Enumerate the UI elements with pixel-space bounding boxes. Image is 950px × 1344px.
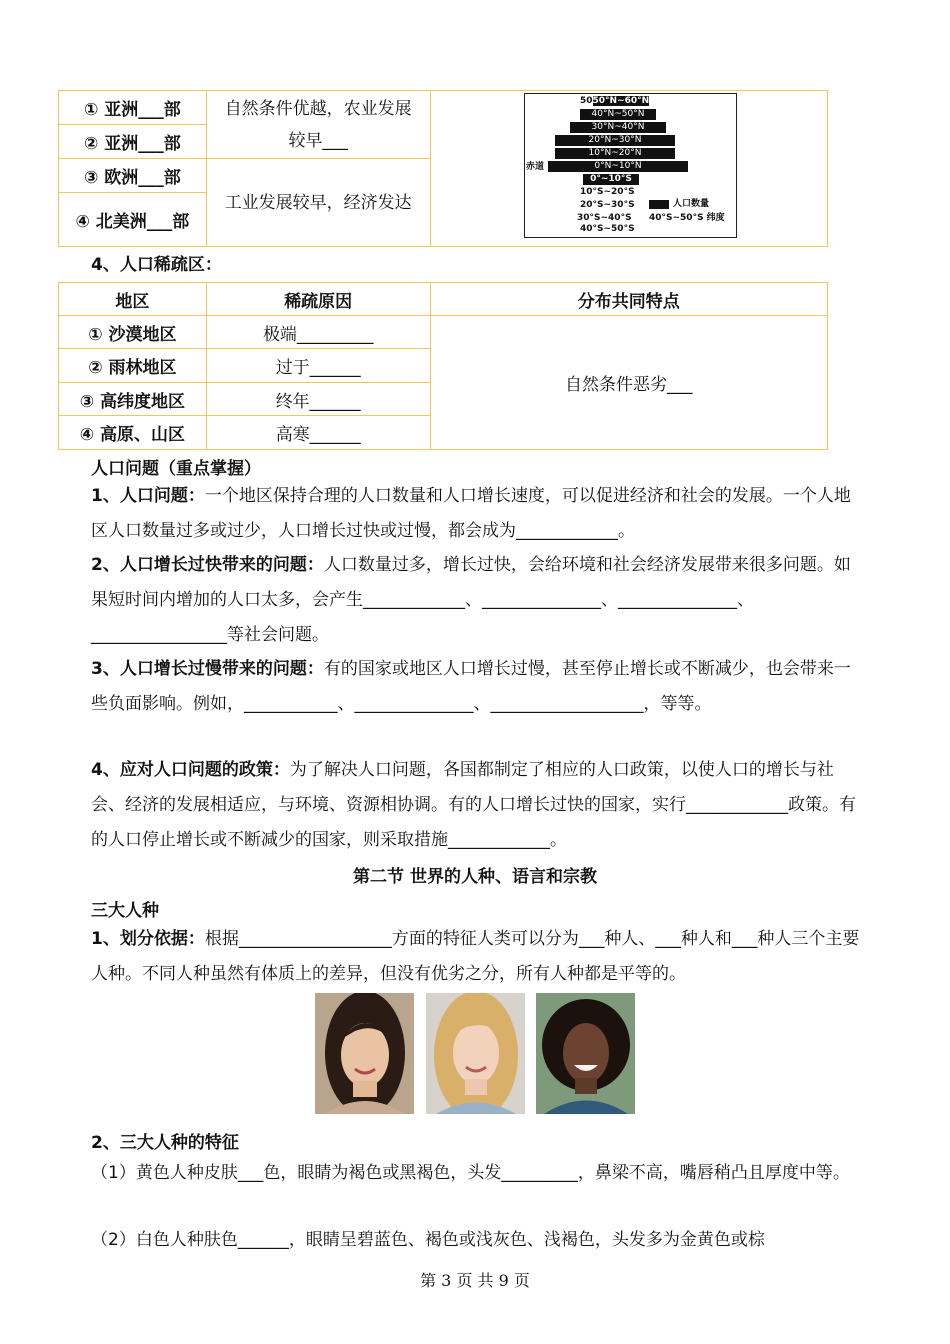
section-subtitle: 三大人种 [91, 901, 159, 921]
portrait-black-woman [536, 993, 635, 1114]
bar-10s-20s: 10°S~20°S [580, 187, 635, 197]
equator-label: 赤道 [526, 162, 545, 172]
race-feature-item-2: （2）白色人种肤色______，眼睛呈碧蓝色、褐色或浅灰色、浅褐色，头发多为金黄色或棕 [91, 1230, 765, 1250]
paragraph-label: 1、划分依据： [91, 929, 205, 949]
bar-30n-40n: 30°N~40°N [570, 122, 666, 133]
legend-label: 人口数量 [673, 199, 710, 209]
reason-cell: 极端_________ [206, 316, 430, 349]
latitude-population-chart [524, 93, 737, 238]
paragraph-text: 有的国家或地区人口增长过慢，甚至停止增长或不断减少，也会带来一些负面影响。例如，___________、______________、__________________，等等。 [91, 659, 851, 714]
bar-10n-20n: 10°N~20°N [555, 148, 675, 159]
race-paragraph-1 [91, 922, 861, 992]
paragraph-label: 3、人口增长过慢带来的问题： [91, 659, 324, 679]
paragraph-text: 根据__________________方面的特征人类可以分为___种人、___种人和___种人三个主要人种。不同人种虽然有体质上的差异，但没有优劣之分，所有人种都是平等的。 [91, 929, 860, 984]
bar-30s-40s: 30°S~40°S [577, 213, 632, 223]
problem-paragraph-4 [91, 753, 861, 858]
reason-cell: 高寒______ [206, 416, 430, 450]
reason-cell: 终年______ [206, 383, 430, 416]
header-reason: 稀疏原因 [206, 283, 430, 316]
paragraph-label: 2、人口增长过快带来的问题： [91, 555, 324, 575]
header-region: 地区 [59, 283, 207, 316]
reason-cell: 过于______ [206, 349, 430, 383]
region-cell: ③ 欧洲___部 [59, 159, 207, 193]
sparse-heading: 4、人口稀疏区： [91, 255, 222, 275]
header-common: 分布共同特点 [430, 283, 827, 316]
reason-cell: 工业发展较早，经济发达 [206, 159, 430, 247]
bar-40s-50s: 40°S~50°S [580, 224, 635, 234]
page-footer: 第 3 页 共 9 页 [420, 1271, 530, 1290]
bar-20n-30n: 20°N~30°N [555, 135, 675, 146]
bar-50n-60n: 5050°N~60°N [580, 96, 650, 106]
problem-paragraph-3 [91, 652, 861, 722]
race-features-heading: 2、三大人种的特征 [91, 1133, 239, 1153]
region-cell: ① 沙漠地区 [59, 316, 207, 349]
region-cell: ① 亚洲___部 [59, 91, 207, 125]
paragraph-label: 4、应对人口问题的政策： [91, 760, 290, 780]
problem-paragraph-2 [91, 548, 861, 653]
problems-title: 人口问题（重点掌握） [91, 459, 261, 479]
paragraph-text: 为了解决人口问题，各国都制定了相应的人口政策，以使人口的增长与社会、经济的发展相适应，与环境、资源相协调。有的人口增长过快的国家，实行____________政策。有的人口停止增长或不断减少的国家，则采取措施____________。 [91, 760, 856, 850]
region-cell: ② 雨林地区 [59, 349, 207, 383]
region-cell: ④ 高原、山区 [59, 416, 207, 450]
reason-cell: 自然条件优越，农业发展较早___ [206, 91, 430, 159]
bar-20s-30s: 20°S~30°S [580, 200, 635, 210]
bar-0n-10n: 0°N~10°N [548, 161, 688, 172]
region-cell: ④ 北美洲___部 [59, 193, 207, 247]
region-cell: ② 亚洲___部 [59, 125, 207, 159]
race-feature-item-1: （1）黄色人种皮肤___色，眼睛为褐色或黑褐色，头发_________，鼻梁不高，嘴唇稍凸且厚度中等。 [91, 1163, 850, 1183]
legend-axis-label: 40°S~50°S 纬度 [649, 213, 725, 223]
common-cell: 自然条件恶劣___ [430, 316, 827, 450]
portrait-white-woman [426, 993, 525, 1114]
section-title: 第二节 世界的人种、语言和宗教 [353, 867, 597, 887]
paragraph-text: 人口数量过多，增长过快，会给环境和社会经济发展带来很多问题。如果短时间内增加的人口太多，会产生____________、______________、______________、________________等社会问题。 [91, 555, 851, 645]
bar-40n-50n: 40°N~50°N [580, 109, 656, 120]
bar-0-10s: 0°~10°S [583, 174, 639, 185]
paragraph-label: 1、人口问题： [91, 486, 205, 506]
problem-paragraph-1 [91, 479, 861, 549]
paragraph-text: 一个地区保持合理的人口数量和人口增长速度，可以促进经济和社会的发展。一个人地区人口数量过多或过少，人口增长过快或过慢，都会成为____________。 [91, 486, 851, 541]
legend-swatch [649, 200, 669, 209]
sparse-region-table [58, 282, 828, 450]
region-cell: ③ 高纬度地区 [59, 383, 207, 416]
portrait-asian-woman [315, 993, 414, 1114]
